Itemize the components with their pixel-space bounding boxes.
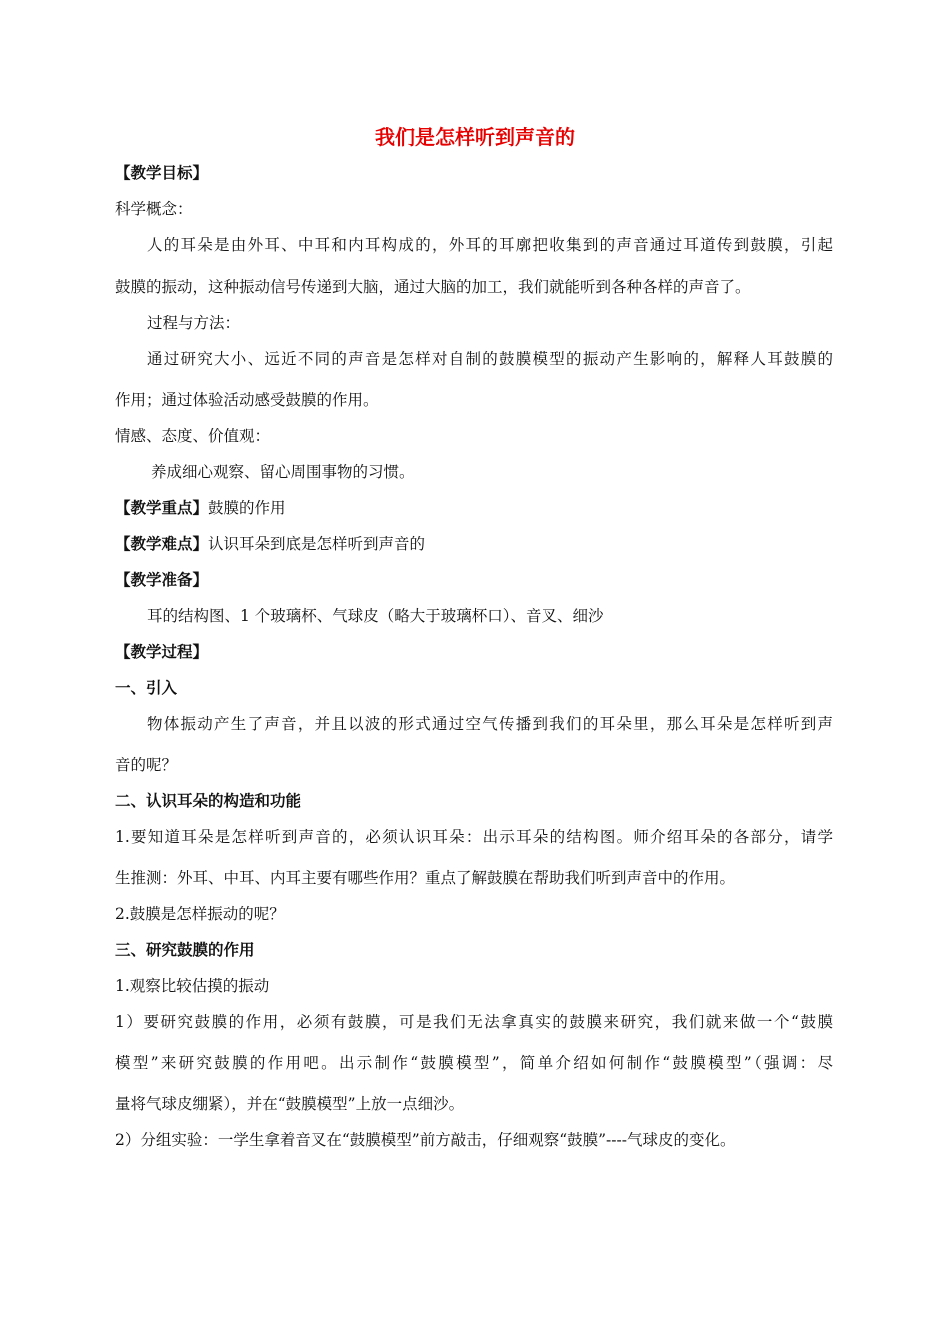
- process-method-text: 作用；通过体验活动感受鼓膜的作用。: [115, 391, 379, 409]
- science-concept-text: 鼓膜的振动，这种振动信号传递到大脑，通过大脑的加工，我们就能听到各种各样的声音了。: [115, 278, 751, 296]
- section-2-heading: 二、认识耳朵的构造和功能: [115, 792, 302, 810]
- preparation-heading: 【教学准备】: [115, 571, 209, 589]
- section-2-item-1-text: 生推测：外耳、中耳、内耳主要有哪些作用？重点了解鼓膜在帮助我们听到声音中的作用。: [115, 869, 736, 887]
- process-method-text: 通过研究大小、远近不同的声音是怎样对自制的鼓膜模型的振动产生影响的，解释人耳鼓膜的: [147, 350, 833, 368]
- section-3-heading: 三、研究鼓膜的作用: [115, 941, 255, 959]
- section-3-sub-1-text: 模型”来研究鼓膜的作用吧。出示制作“鼓膜模型”，简单介绍如何制作“鼓膜模型”（强调：尽: [115, 1054, 833, 1072]
- section-3-sub-2-text: 2）分组实验：一学生拿着音叉在“鼓膜模型”前方敲击，仔细观察“鼓膜”----气球皮的变化。: [115, 1131, 736, 1149]
- preparation-text: 耳的结构图、1 个玻璃杯、气球皮（略大于玻璃杯口）、音叉、细沙: [147, 607, 604, 625]
- science-concept-text: 人的耳朵是由外耳、中耳和内耳构成的，外耳的耳廓把收集到的声音通过耳道传到鼓膜，引起: [147, 236, 833, 254]
- science-concept-label: 科学概念：: [115, 200, 193, 218]
- key-point-heading: 【教学重点】: [115, 499, 209, 517]
- section-3-sub-1-text: 量将气球皮绷紧），并在“鼓膜模型”上放一点细沙。: [115, 1095, 465, 1113]
- section-1-text: 物体振动产生了声音，并且以波的形式通过空气传播到我们的耳朵里，那么耳朵是怎样听到声: [147, 715, 833, 733]
- difficulty-text: 认识耳朵到底是怎样听到声音的: [208, 535, 426, 553]
- section-1-heading: 一、引入: [115, 679, 178, 697]
- section-3-item-1-text: 1.观察比较估摸的振动: [115, 977, 270, 995]
- key-point-row: [115, 498, 286, 518]
- section-3-sub-1-text: 1）要研究鼓膜的作用，必须有鼓膜，可是我们无法拿真实的鼓膜来研究，我们就来做一个“鼓膜: [115, 1013, 833, 1031]
- key-point-text: 鼓膜的作用: [208, 499, 286, 517]
- process-heading: 【教学过程】: [115, 643, 209, 661]
- attitude-text: 养成细心观察、留心周围事物的习惯。: [151, 463, 415, 481]
- section-2-item-2-text: 2.鼓膜是怎样振动的呢？: [115, 905, 285, 923]
- difficulty-row: [115, 534, 425, 554]
- process-method-label: 过程与方法：: [147, 314, 241, 332]
- section-2-item-1-text: 1.要知道耳朵是怎样听到声音的，必须认识耳朵：出示耳朵的结构图。师介绍耳朵的各部分，请学: [115, 828, 833, 846]
- goals-heading: 【教学目标】: [115, 164, 209, 182]
- page-title: 我们是怎样听到声音的: [375, 125, 575, 149]
- attitude-label: 情感、态度、价值观：: [115, 427, 271, 445]
- section-1-text: 音的呢？: [115, 756, 178, 774]
- difficulty-heading: 【教学难点】: [115, 535, 209, 553]
